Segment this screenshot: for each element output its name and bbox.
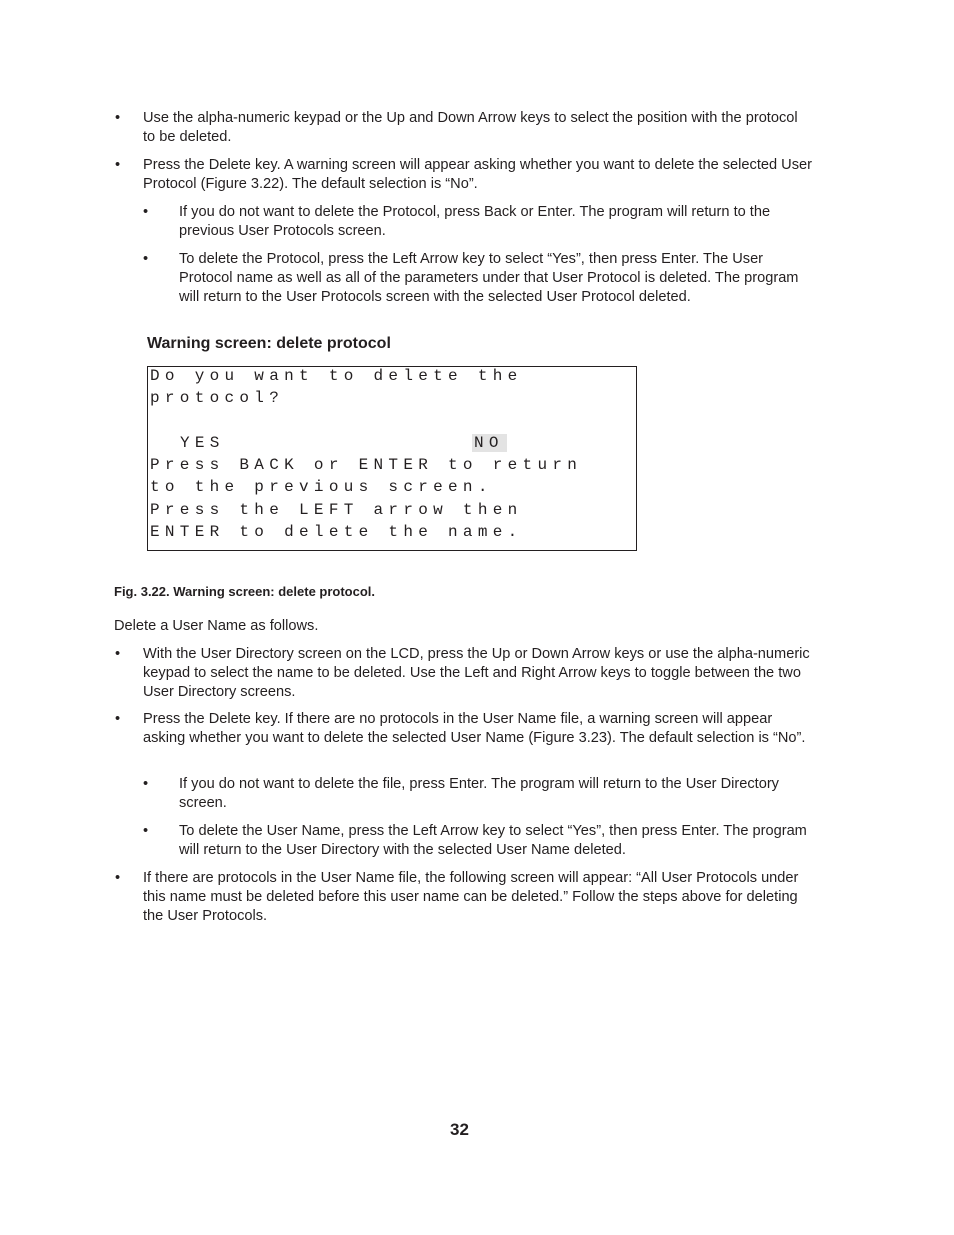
bullet-text: If you do not want to delete the file, press Enter. The program will return to the User Directory screen. <box>179 776 779 811</box>
lcd-line: Press BACK or ENTER to return <box>150 456 583 474</box>
bullet-marker: • <box>143 776 149 792</box>
lcd-no-label: NO <box>472 434 507 452</box>
bullet-text: Press the Delete key. A warning screen will appear asking whether you want to delete the selected User Protocol (Figure 3.22). The default selection is “No”. <box>143 157 812 192</box>
bullet-text: If you do not want to delete the Protocol, press Back or Enter. The program will return to the previous User Protocols screen. <box>179 204 771 239</box>
bullet-text: If there are protocols in the User Name file, the following screen will appear: “All User Protocols under this name must be deleted before this user name can be deleted.” Follow the steps above for deleting the User Protocols. <box>143 870 799 924</box>
bullet-text: With the User Directory screen on the LCD, press the Up or Down Arrow keys or use the alpha-numeric keypad to select the name to be deleted. Use the Left and Right Arrow keys to toggle between the two User Directory screens. <box>143 646 810 700</box>
lcd-line: ENTER to delete the name. <box>150 523 523 541</box>
bullet-marker: • <box>115 711 121 727</box>
lcd-line: protocol? <box>150 389 285 407</box>
bullet-marker: • <box>115 646 121 662</box>
bullet-marker: • <box>143 204 149 220</box>
paragraph: Delete a User Name as follows. <box>114 618 319 634</box>
lcd-no-option <box>472 432 507 454</box>
bullet-text: Use the alpha-numeric keypad or the Up and Down Arrow keys to select the position with the protocol to be deleted. <box>143 110 798 145</box>
lcd-line: Do you want to delete the <box>150 367 523 385</box>
bullet-marker: • <box>115 870 121 886</box>
bullet-marker: • <box>115 110 121 126</box>
bullet-marker: • <box>143 823 149 839</box>
bullet-marker: • <box>115 157 121 173</box>
lcd-yes-option: YES <box>180 434 225 452</box>
lcd-warning-screen <box>147 366 637 551</box>
page-number: 32 <box>450 1120 469 1139</box>
bullet-text: To delete the User Name, press the Left Arrow key to select “Yes”, then press Enter. The program will return to the User Directory with the selected User Name deleted. <box>179 823 807 858</box>
lcd-line: Press the LEFT arrow then <box>150 501 523 519</box>
bullet-marker: • <box>143 251 149 267</box>
section-heading: Warning screen: delete protocol <box>147 335 391 352</box>
figure-caption: Fig. 3.22. Warning screen: delete protocol. <box>114 584 376 599</box>
bullet-text: To delete the Protocol, press the Left Arrow key to select “Yes”, then press Enter. The User Protocol name as well as all of the parameters under that User Protocol is deleted. The program will return to the User Protocols screen with the selected User Protocol deleted. <box>179 251 799 305</box>
lcd-line: to the previous screen. <box>150 478 493 496</box>
bullet-text: Press the Delete key. If there are no protocols in the User Name file, a warning screen will appear asking whether you want to delete the selected User Name (Figure 3.23). The default selection is “No”. <box>143 711 806 746</box>
